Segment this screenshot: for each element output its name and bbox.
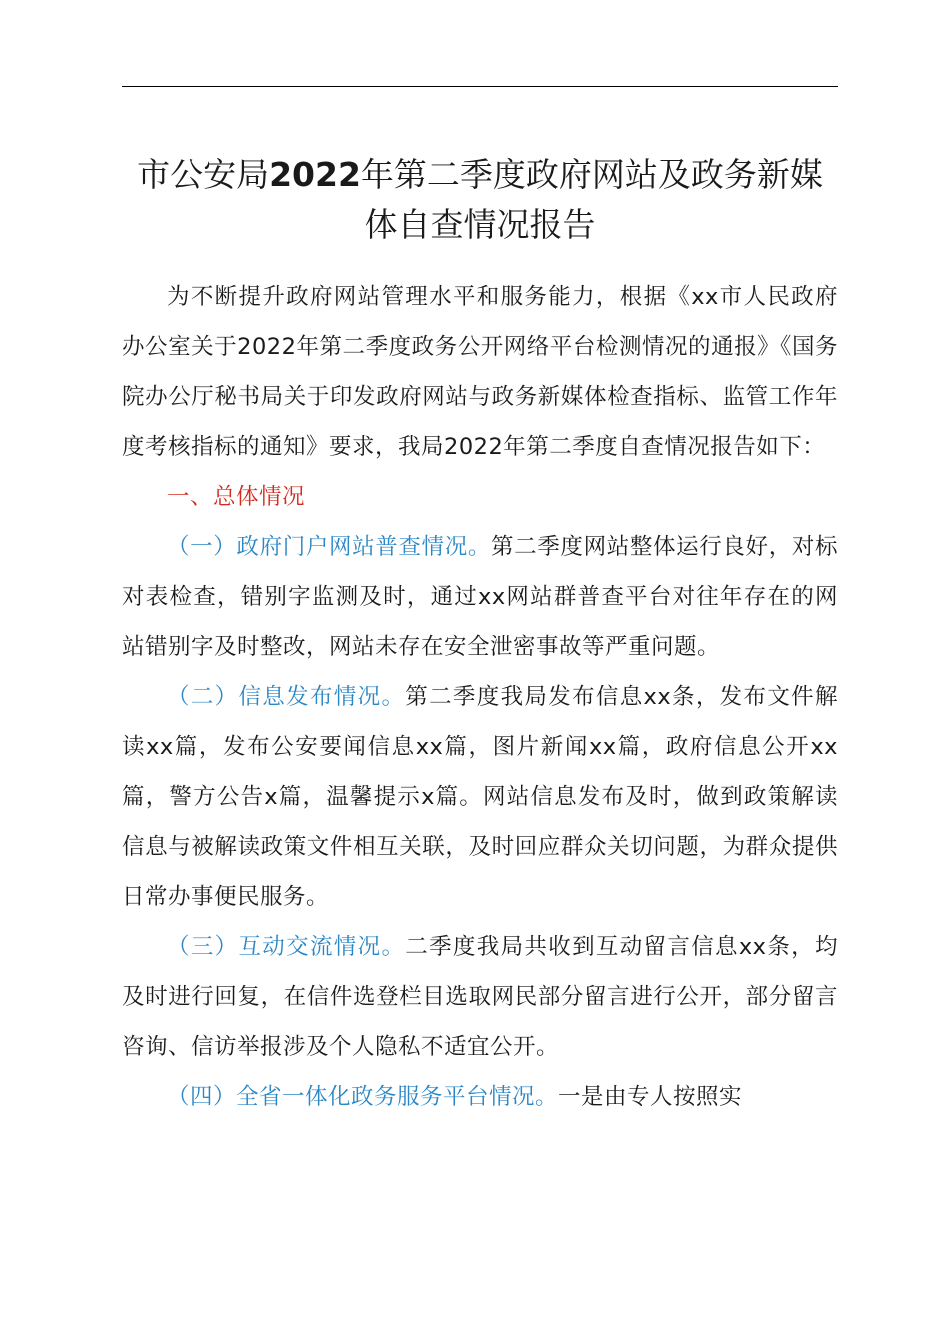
title-prefix: 市公安局 [137,155,270,194]
subsection-body: 第二季度网站整体运行良好，对标对表检查，错别字监测及时，通过xx网站群普查平台对往年存在的网站错别字及时整改，网站未存在安全泄密事故等严重问题。 [122,534,838,660]
subsection-body: 第二季度我局发布信息xx条，发布文件解读xx篇，发布公安要闻信息xx篇，图片新闻xx篇，政府信息公开xx篇，警方公告x篇，温馨提示x篇。网站信息发布及时，做到政策解读信息与被解读政策文件相互关联，及时回应群众关切问题，为群众提供日常办事便民服务。 [122,684,838,910]
subsection-paragraph [122,1072,838,1122]
section-heading [122,472,838,522]
title-suffix: 年第二季度政府网站及政务新媒体自查情况报告 [360,155,823,244]
subsection-paragraph [122,522,838,672]
subsection-body: 二季度我局共收到互动留言信息xx条，均及时进行回复，在信件选登栏目选取网民部分留言进行公开，部分留言咨询、信访举报涉及个人隐私不适宜公开。 [122,934,838,1060]
document-title [122,150,838,250]
subsection-heading: （三）互动交流情况。 [167,934,406,960]
document-body [122,272,838,1122]
subsection-paragraph [122,672,838,922]
subsection-paragraph [122,922,838,1072]
intro-paragraph: 为不断提升政府网站管理水平和服务能力，根据《xx市人民政府办公室关于2022年第二季度政务公开网络平台检测情况的通报》《国务院办公厅秘书局关于印发政府网站与政务新媒体检查指标、监管工作年度考核指标的通知》要求，我局2022年第二季度自查情况报告如下： [122,284,838,460]
subsection-heading: （二）信息发布情况。 [167,684,406,710]
header-rule [122,86,838,87]
subsection-body: 一是由专人按照实 [558,1084,743,1110]
section-1-heading: 一、总体情况 [167,484,306,510]
title-year: 2022 [269,155,361,194]
subsection-heading: （一）政府门户网站普查情况。 [167,534,491,560]
subsection-heading: （四）全省一体化政务服务平台情况。 [167,1084,559,1110]
